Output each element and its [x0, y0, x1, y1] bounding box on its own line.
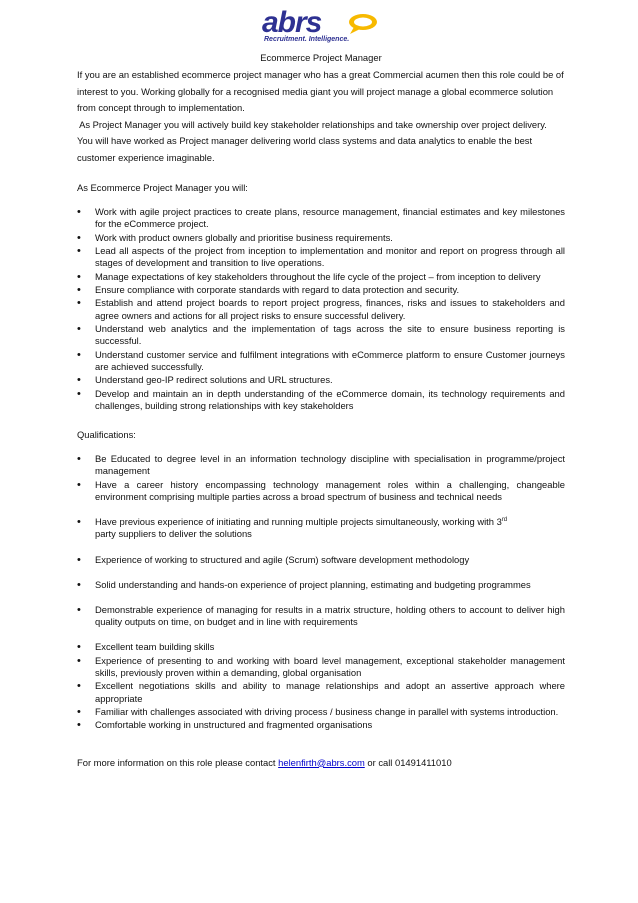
abrs-logo	[262, 6, 380, 46]
qualifications-heading: Qualifications:	[77, 429, 136, 441]
list-item: • Experience of working to structured and agile (Scrum) software development methodology	[77, 554, 565, 566]
intro-paragraph: As Project Manager you will actively build key stakeholder relationships and take ownership over project delivery.	[77, 118, 547, 130]
qual-text: party suppliers to deliver the solutions	[95, 528, 252, 540]
list-item: • Comfortable working in unstructured and fragmented organisations	[77, 719, 565, 731]
contact-text: For more information on this role please contact	[77, 756, 279, 768]
contact-line	[77, 757, 565, 769]
list-item: • Develop and maintain an in depth understanding of the eCommerce domain, its technology requirements and challenges, building strong relationships with key stakeholders	[77, 388, 565, 412]
job-description	[77, 52, 565, 769]
list-item: • Work with agile project practices to create plans, resource management, financial estimates and key milestones for the eCommerce project.	[77, 206, 565, 230]
list-item: • Demonstrable experience of managing for results in a matrix structure, holding others to account to deliver high quality outputs on time, on budget and in line with requirements	[77, 604, 565, 628]
intro-paragraph: You will have worked as Project manager delivering world class systems and data analytics to enable the best customer experience imaginable.	[77, 135, 533, 163]
list-item: • Familiar with challenges associated with driving process / business change in parallel with systems introduction.	[77, 706, 565, 718]
list-item: • Be Educated to degree level in an information technology discipline with specialisation in programme/project management	[77, 453, 565, 477]
ordinal-suffix: rd	[501, 517, 508, 523]
qualifications-list	[77, 453, 565, 731]
list-item: • Understand customer service and fulfilment integrations with eCommerce platform to ensure Customer journeys are achieved successfully.	[77, 349, 565, 373]
job-title: Ecommerce Project Manager	[260, 52, 382, 63]
list-item: • Understand web analytics and the implementation of tags across the site to ensure business reporting is successful.	[77, 323, 565, 347]
responsibilities-list	[77, 206, 565, 412]
list-item: • Lead all aspects of the project from inception to implementation and monitor and report on progress through all stages of development and transition to live operations.	[77, 245, 565, 269]
list-item: • Manage expectations of key stakeholders throughout the life cycle of the project – from inception to delivery	[77, 271, 565, 283]
list-item: • Ensure compliance with corporate standards with regard to data protection and security.	[77, 284, 565, 296]
list-item: • Excellent negotiations skills and ability to manage relationships and adopt an assertive approach where appropriate	[77, 680, 565, 704]
list-item: • Understand geo-IP redirect solutions and URL structures.	[77, 374, 565, 386]
contact-email-link[interactable]: helenfirth@abrs.com	[278, 756, 365, 768]
list-item	[77, 516, 565, 540]
list-item: • Work with product owners globally and prioritise business requirements.	[77, 232, 565, 244]
logo-wordmark: abrs	[262, 6, 322, 39]
list-item: • Solid understanding and hands-on experience of project planning, estimating and budgeting programmes	[77, 579, 565, 591]
logo-speech-bubble-icon	[346, 12, 380, 36]
responsibilities-heading: As Ecommerce Project Manager you will:	[77, 182, 248, 193]
intro-section	[77, 67, 565, 166]
list-item: • Have a career history encompassing technology management roles within a challenging, changeable environment comprising multiple parties across a broad spectrum of business and technical needs	[77, 479, 565, 503]
list-item: • Establish and attend project boards to report project progress, finances, risks and issues to stakeholders and agree owners and actions for all project risks to ensure successful delivery.	[77, 297, 565, 321]
logo-tagline: Recruitment. Intelligence.	[264, 36, 350, 43]
list-item: • Experience of presenting to and working with board level management, exceptional stakeholder management skills, previously proven within a demanding, global organisation	[77, 655, 565, 679]
intro-paragraph: If you are an established ecommerce project manager who has a great Commercial acumen then this role could be of interest to you. Working globally for a recognised media giant you will project manage a global ecommerce solution from concept through to implementation.	[77, 69, 564, 113]
contact-phone-text: or call 01491411010	[364, 756, 452, 768]
list-item: • Excellent team building skills	[77, 641, 565, 653]
qual-text: Have previous experience of initiating and running multiple projects simultaneously, working with 3	[95, 516, 502, 528]
